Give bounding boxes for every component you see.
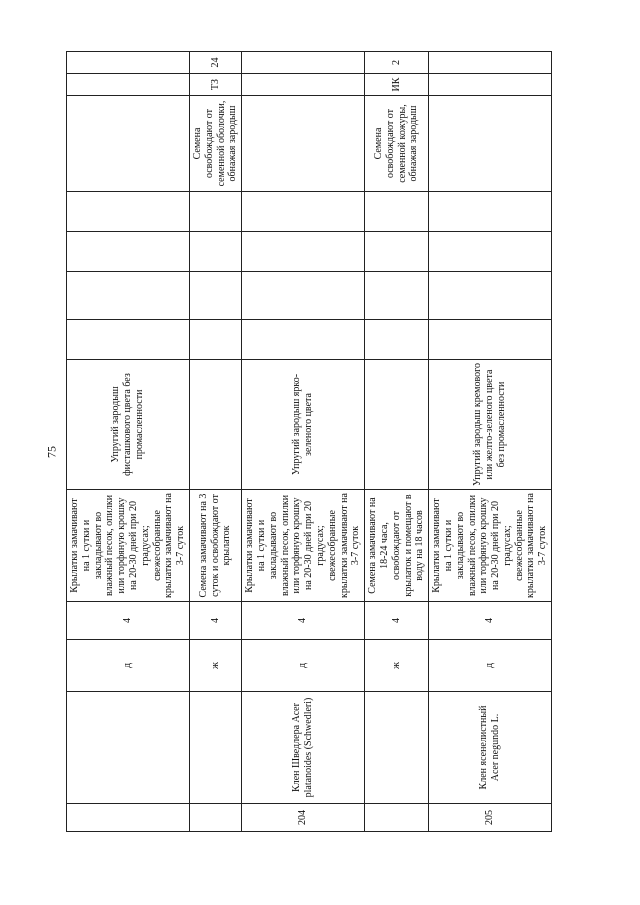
species-cell bbox=[365, 692, 429, 804]
count-cell: 4 bbox=[242, 602, 365, 640]
method-cell: Семена освобождают от семенной оболочки, обнажая зародыш bbox=[189, 96, 241, 192]
code-cell bbox=[429, 74, 552, 96]
type-cell: д bbox=[242, 640, 365, 692]
empty-cell bbox=[429, 272, 552, 320]
type-cell: ж bbox=[365, 640, 429, 692]
treatment-cell: Крылатки замачивают на 1 сутки и закладывают во влажный песок, опилки или торфяную крошку на 20-30 дней при 20 градусах; свежесобранные крылатки замачивают на 3-7 суток bbox=[242, 490, 365, 602]
quality-cell bbox=[365, 360, 429, 490]
seed-treatment-table bbox=[66, 51, 552, 832]
method-cell bbox=[429, 96, 552, 192]
empty-cell bbox=[365, 272, 429, 320]
treatment-cell: Семена замачивают на 18-24 часа, освобождают от крылаток и помещают в воду на 18 часов bbox=[365, 490, 429, 602]
empty-cell bbox=[365, 320, 429, 360]
empty-cell bbox=[365, 232, 429, 272]
species-cell: Клен Шведлера Acer platanoides (Schwedleri) bbox=[242, 692, 365, 804]
count-cell: 4 bbox=[189, 602, 241, 640]
method-cell bbox=[67, 96, 190, 192]
empty-cell bbox=[189, 272, 241, 320]
empty-cell bbox=[67, 232, 190, 272]
empty-cell bbox=[242, 320, 365, 360]
table-row bbox=[189, 52, 241, 832]
empty-cell bbox=[189, 232, 241, 272]
type-cell: д bbox=[429, 640, 552, 692]
count-cell: 4 bbox=[67, 602, 190, 640]
quality-cell: Упругий зародыш фисташкового цвета без промасленности bbox=[67, 360, 190, 490]
table-row bbox=[365, 52, 429, 832]
species-cell: Клен ясенелистный Acer negundo L. bbox=[429, 692, 552, 804]
page-number: 75 bbox=[44, 446, 59, 458]
type-cell: д bbox=[67, 640, 190, 692]
method-cell bbox=[242, 96, 365, 192]
empty-cell bbox=[242, 272, 365, 320]
empty-cell bbox=[189, 192, 241, 232]
value-cell bbox=[242, 52, 365, 74]
row-number-cell: 205 bbox=[429, 804, 552, 832]
empty-cell bbox=[242, 232, 365, 272]
value-cell: 2 bbox=[365, 52, 429, 74]
type-cell: ж bbox=[189, 640, 241, 692]
value-cell bbox=[429, 52, 552, 74]
row-number-cell bbox=[67, 804, 190, 832]
empty-cell bbox=[429, 192, 552, 232]
empty-cell bbox=[429, 232, 552, 272]
row-number-cell bbox=[365, 804, 429, 832]
row-number-cell: 204 bbox=[242, 804, 365, 832]
code-cell: ТЗ bbox=[189, 74, 241, 96]
treatment-cell: Семена замачивают на 3 суток и освобождают от крылаток bbox=[189, 490, 241, 602]
code-cell: ИК bbox=[365, 74, 429, 96]
quality-cell: Упругий зародыш кремового или желто-зеленого цвета без промасленности bbox=[429, 360, 552, 490]
empty-cell bbox=[67, 272, 190, 320]
value-cell: 24 bbox=[189, 52, 241, 74]
value-cell bbox=[67, 52, 190, 74]
empty-cell bbox=[189, 320, 241, 360]
empty-cell bbox=[365, 192, 429, 232]
table-row bbox=[429, 52, 552, 832]
empty-cell bbox=[429, 320, 552, 360]
treatment-cell: Крылатки замачивают на 1 сутки и закладывают во влажный песок, опилки или торфяную крошку на 20-30 дней при 20 градусах; свежесобранные крылатки замачивают на 3-7 суток bbox=[67, 490, 190, 602]
table-row bbox=[242, 52, 365, 832]
treatment-cell: Крылатки замачивают на 1 сутки и закладывают во влажный песок, опилки или торфяную крошку на 20-30 дней при 20 градусах; свежесобранные крылатки замачивают на 3-7 суток bbox=[429, 490, 552, 602]
table-row bbox=[67, 52, 190, 832]
row-number-cell bbox=[189, 804, 241, 832]
species-cell bbox=[67, 692, 190, 804]
count-cell: 4 bbox=[429, 602, 552, 640]
quality-cell: Упругий зародыш ярко-зеленого цвета bbox=[242, 360, 365, 490]
rotated-table-wrapper bbox=[66, 52, 549, 832]
empty-cell bbox=[67, 320, 190, 360]
code-cell bbox=[242, 74, 365, 96]
code-cell bbox=[67, 74, 190, 96]
count-cell: 4 bbox=[365, 602, 429, 640]
quality-cell bbox=[189, 360, 241, 490]
empty-cell bbox=[242, 192, 365, 232]
species-cell bbox=[189, 692, 241, 804]
empty-cell bbox=[67, 192, 190, 232]
method-cell: Семена освобождают от семенной кожуры, обнажая зародыш bbox=[365, 96, 429, 192]
